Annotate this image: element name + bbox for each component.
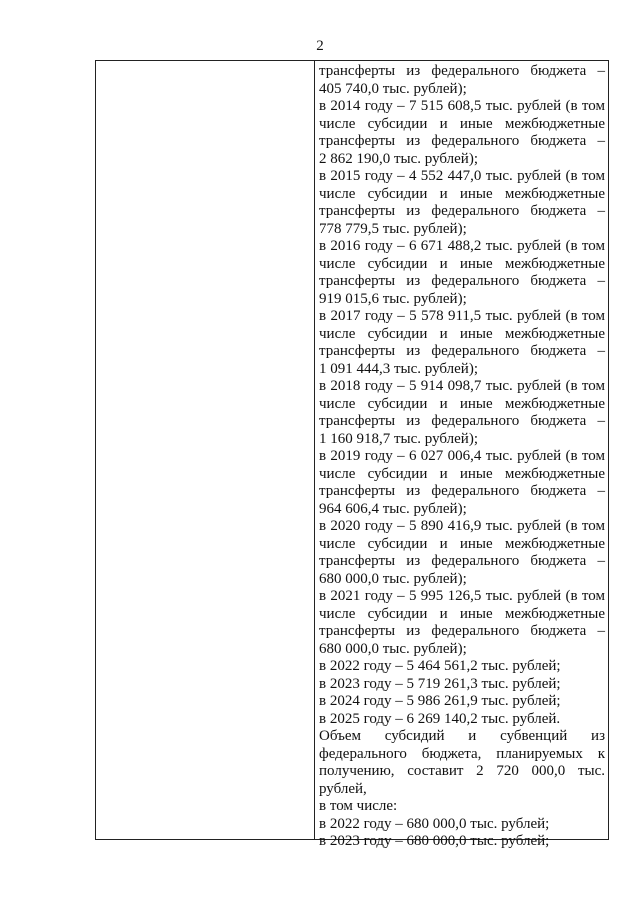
text-line: трансферты из федерального бюджета – xyxy=(319,273,605,289)
text-line: числе субсидии и иные межбюджетные xyxy=(319,115,605,132)
page-number: 2 xyxy=(316,38,324,54)
text-line: в 2024 году – 5 986 261,9 тыс. рублей; xyxy=(319,693,561,709)
text-line: в 2014 году – 7 515 608,5 тыс. рублей (в том xyxy=(319,98,605,114)
text-line: в 2021 году – 5 995 126,5 тыс. рублей (в том xyxy=(319,588,605,604)
text-line: трансферты из федерального бюджета – xyxy=(319,133,605,149)
text-line: 964 606,4 тыс. рублей); xyxy=(319,500,467,517)
table-left-column xyxy=(96,61,315,839)
text-line: трансферты из федерального бюджета – xyxy=(319,553,605,569)
text-line: в 2020 году – 5 890 416,9 тыс. рублей (в том xyxy=(319,518,605,534)
text-line: числе субсидии и иные межбюджетные xyxy=(319,185,605,202)
text-line: числе субсидии и иные межбюджетные xyxy=(319,535,605,552)
text-line: получению, составит 2 720 000,0 тыс. рублей, xyxy=(319,763,605,797)
text-line: в 2025 году – 6 269 140,2 тыс. рублей. xyxy=(319,710,561,727)
text-line: трансферты из федерального бюджета – xyxy=(319,343,605,359)
text-line: 1 160 918,7 тыс. рублей); xyxy=(319,430,478,447)
text-line: 2 862 190,0 тыс. рублей); xyxy=(319,150,478,167)
text-line: числе субсидии и иные межбюджетные xyxy=(319,395,605,412)
text-line: 1 091 444,3 тыс. рублей); xyxy=(319,360,478,377)
text-line: в 2015 году – 4 552 447,0 тыс. рублей (в том xyxy=(319,168,605,184)
text-line: трансферты из федерального бюджета – xyxy=(319,203,605,219)
text-line: Объем субсидий и субвенций из xyxy=(319,728,605,744)
text-line: 919 015,6 тыс. рублей); xyxy=(319,290,467,307)
table-right-column xyxy=(315,61,608,849)
text-line: 680 000,0 тыс. рублей); xyxy=(319,640,467,657)
text-line: числе субсидии и иные межбюджетные xyxy=(319,605,605,622)
text-line: трансферты из федерального бюджета – xyxy=(319,623,605,639)
text-line: 405 740,0 тыс. рублей); xyxy=(319,80,467,97)
text-line: в 2017 году – 5 578 911,5 тыс. рублей (в том xyxy=(319,308,605,324)
text-line: числе субсидии и иные межбюджетные xyxy=(319,325,605,342)
text-line: трансферты из федерального бюджета – xyxy=(319,413,605,429)
document-table xyxy=(95,60,609,849)
text-line: трансферты из федерального бюджета – xyxy=(319,483,605,499)
text-line: в том числе: xyxy=(319,798,398,814)
text-line: федерального бюджета, планируемых к xyxy=(319,745,605,762)
text-line: в 2018 году – 5 914 098,7 тыс. рублей (в том xyxy=(319,378,605,394)
text-line: числе субсидии и иные межбюджетные xyxy=(319,255,605,272)
text-line: 680 000,0 тыс. рублей); xyxy=(319,570,467,587)
text-line: в 2019 году – 6 027 006,4 тыс. рублей (в том xyxy=(319,448,605,464)
text-line: в 2022 году – 5 464 561,2 тыс. рублей; xyxy=(319,658,561,674)
text-line: трансферты из федерального бюджета – xyxy=(319,63,605,79)
text-line: в 2022 году – 680 000,0 тыс. рублей; xyxy=(319,815,550,832)
text-line: в 2016 году – 6 671 488,2 тыс. рублей (в том xyxy=(319,238,605,254)
text-line: в 2023 году – 680 000,0 тыс. рублей; xyxy=(319,833,550,849)
text-line: числе субсидии и иные межбюджетные xyxy=(319,465,605,482)
text-line: в 2023 году – 5 719 261,3 тыс. рублей; xyxy=(319,675,561,692)
text-line: 778 779,5 тыс. рублей); xyxy=(319,220,467,237)
